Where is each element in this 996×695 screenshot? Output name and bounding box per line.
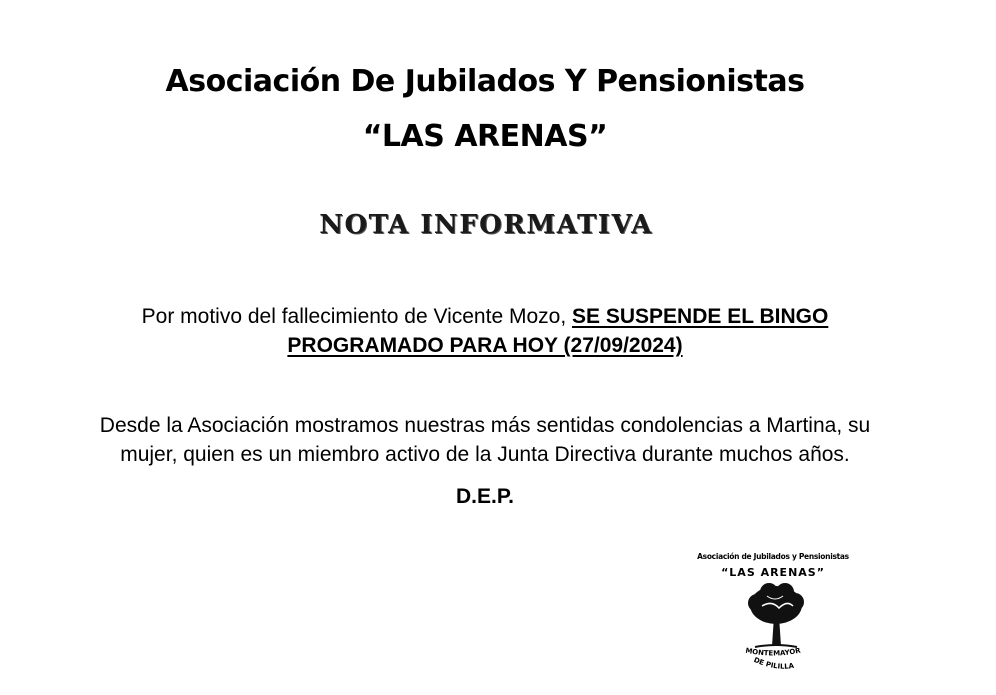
logo-arc-top: MONTEMAYOR — [744, 646, 802, 658]
association-name: Asociación De Jubilados Y Pensionistas — [165, 64, 805, 99]
logo-arc-bottom: DE PILILLA — [752, 655, 795, 671]
notice-title: NOTA INFORMATIVA — [319, 210, 653, 240]
suspension-emphasis-line1: SE SUSPENDE EL BINGO — [571, 305, 829, 328]
logo-subtitle: “LAS ARENAS” — [721, 566, 825, 579]
association-subtitle: “LAS ARENAS” — [362, 119, 608, 154]
condolences-paragraph — [20, 411, 950, 469]
association-logo — [697, 548, 849, 675]
tree-emblem-icon — [697, 548, 849, 675]
dep-closing: D.E.P. — [456, 485, 514, 508]
suspension-paragraph — [20, 302, 950, 360]
condolences-line1: Desde la Asociación mostramos nuestras más sentidas condolencias a Martina, su — [99, 414, 871, 437]
suspension-intro: Por motivo del fallecimiento de Vicente Mozo, — [141, 305, 572, 328]
logo-title: Asociación de Jubilados y Pensionistas — [697, 552, 849, 561]
condolences-line2: mujer, quien es un miembro activo de la Junta Directiva durante muchos años. — [120, 443, 850, 466]
suspension-emphasis-line2: PROGRAMADO PARA HOY (27/09/2024) — [287, 334, 683, 357]
